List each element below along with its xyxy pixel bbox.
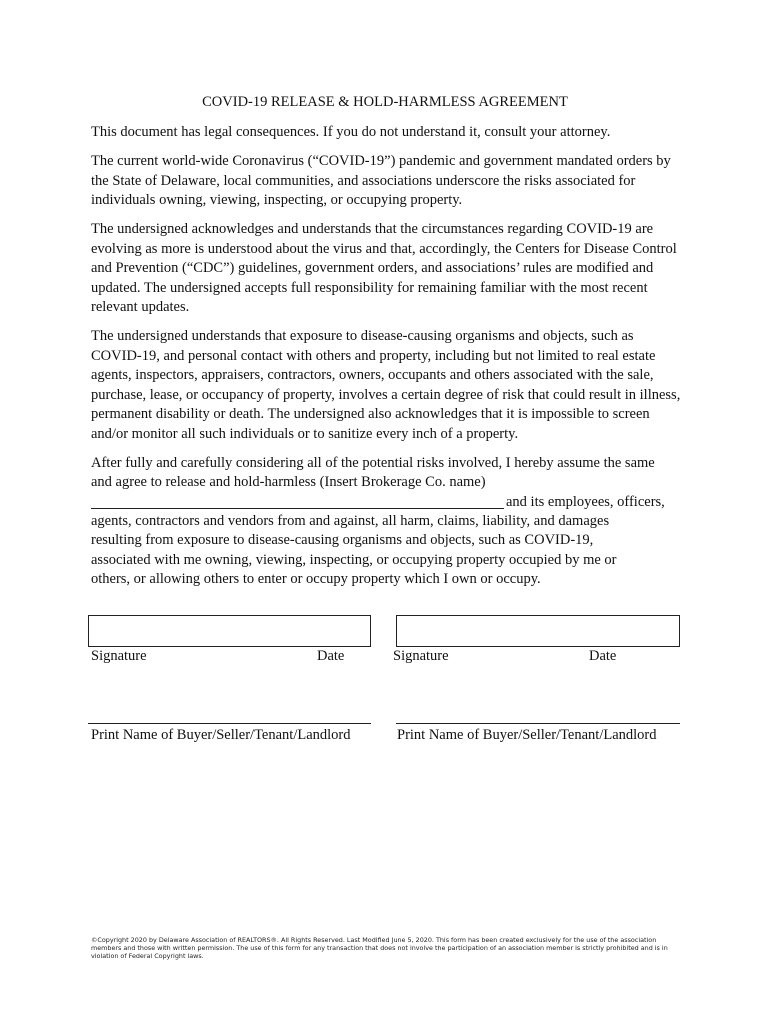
print-name-label-right: Print Name of Buyer/Seller/Tenant/Landlord: [397, 727, 657, 743]
date-label-left: Date: [317, 648, 345, 664]
date-label-right: Date: [589, 648, 617, 664]
acknowledgement-paragraph: The undersigned acknowledges and understands that the circumstances regarding COVID-19 are evolving as more is understood about the virus and that, accordingly, the Centers for Disease Control and Prevention (“CDC”) guidelines, government orders, and associations’ rules are modified and updated. The undersigned accepts full responsibility for remaining familiar with the most recent relevant updates.: [91, 221, 677, 316]
print-name-field-left[interactable]: [88, 723, 371, 724]
release-line: agents, contractors and vendors from and against, all harm, claims, liability, and damages: [91, 513, 610, 529]
release-line: resulting from exposure to disease-causing organisms and objects, such as COVID-19,: [91, 532, 594, 548]
print-name-field-right[interactable]: [396, 723, 680, 724]
signature-field-right[interactable]: [396, 615, 680, 647]
pandemic-context-paragraph: The current world-wide Coronavirus (“COVID-19”) pandemic and government mandated orders by the State of Delaware, local communities, and associations underscore the risks associated for individuals owning, viewing, inspecting, or occupying property.: [91, 153, 671, 209]
signature-label-left: Signature: [91, 648, 147, 664]
release-line: After fully and carefully considering all of the potential risks involved, I hereby assume the same: [91, 455, 655, 471]
brokerage-name-blank[interactable]: [91, 508, 504, 509]
copyright-footer: ©Copyright 2020 by Delaware Association of REALTORS®. All Rights Reserved. Last Modified June 5, 2020. This form has been created exclusively for the use of the association members and those with written permission. The use of this form for any transaction that does not involve the participation of an association member is strictly prohibited and is in violation of Federal Copyright laws.: [91, 936, 668, 960]
release-line: associated with me owning, viewing, inspecting, or occupying property occupied by me or: [91, 552, 617, 568]
exposure-risk-paragraph: The undersigned understands that exposure to disease-causing organisms and objects, such as COVID-19, and personal contact with others and property, including but not limited to real estate agents, inspectors, appraisers, contractors, owners, occupants and others associated with the sale, purchase, lease, or occupancy of property, involves a certain degree of risk that could result in illness, permanent disability or death. The undersigned also acknowledges that it is impossible to screen and/or monitor all such individuals or to sanitize every inch of a property.: [91, 328, 681, 442]
signature-field-left[interactable]: [88, 615, 371, 647]
print-name-label-left: Print Name of Buyer/Seller/Tenant/Landlord: [91, 727, 351, 743]
legal-notice-paragraph: This document has legal consequences. If you do not understand it, consult your attorney.: [91, 124, 611, 140]
signature-label-right: Signature: [393, 648, 449, 664]
release-line: and agree to release and hold-harmless (Insert Brokerage Co. name): [91, 474, 486, 490]
release-line: others, or allowing others to enter or occupy property which I own or occupy.: [91, 571, 541, 587]
release-line: and its employees, officers,: [506, 494, 665, 510]
document-title: COVID-19 RELEASE & HOLD-HARMLESS AGREEMENT: [202, 94, 568, 110]
